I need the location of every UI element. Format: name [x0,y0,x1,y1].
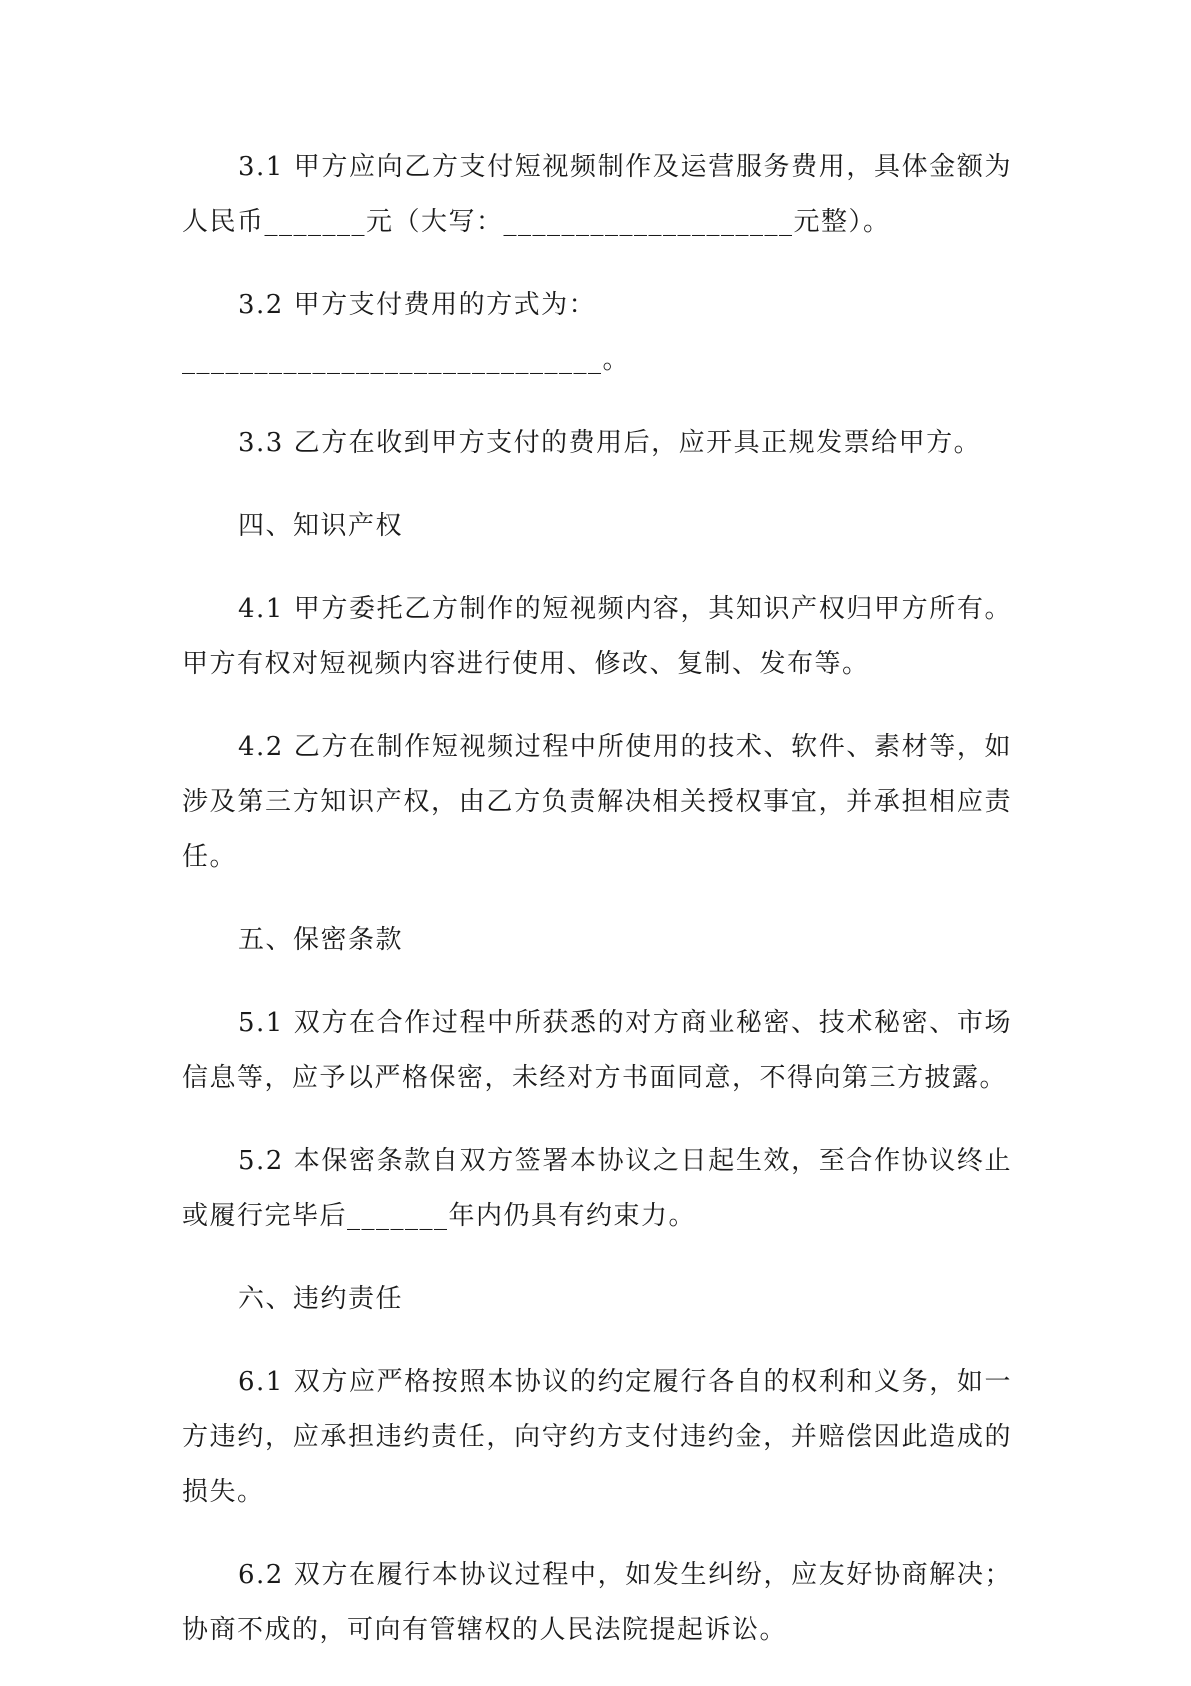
section-6-heading: 六、违约责任 [238,1284,404,1314]
payment-method-line [182,333,1012,388]
clause-3-1-text-a: 3.1 甲方应向乙方支付短视频制作及运营服务费用，具体金额为人民币 [182,152,1012,237]
clause-3-3: 3.3 乙方在收到甲方支付的费用后，应开具正规发票给甲方。 [238,428,982,458]
clause-4-1: 4.1 甲方委托乙方制作的短视频内容，其知识产权归甲方所有。甲方有权对短视频内容进行使用、修改、复制、发布等。 [182,594,1012,679]
clause-5-2 [182,1134,1012,1244]
years-blank: _______ [347,1201,449,1231]
amount-blank: _______ [264,207,367,237]
clause-3-1-text-c: 元整）。 [793,207,891,237]
clause-5-2-text-b: 年内仍具有约束力。 [448,1201,697,1231]
clause-3-1 [182,140,1012,250]
payment-method-blank: _____________________________ [182,345,603,375]
clause-3-1-text-b: 元（大写： [366,207,504,237]
amount-in-words-blank: ____________________ [503,207,794,237]
clause-3-2-text: 3.2 甲方支付费用的方式为： [238,290,597,320]
clause-6-2: 6.2 双方在履行本协议过程中，如发生纠纷，应友好协商解决；协商不成的，可向有管辖权的人民法院提起诉讼。 [182,1560,1012,1645]
clause-5-1: 5.1 双方在合作过程中所获悉的对方商业秘密、技术秘密、市场信息等，应予以严格保密，未经对方书面同意，不得向第三方披露。 [182,1008,1012,1093]
document-body [182,140,1012,1686]
clause-3-2-end: 。 [602,345,631,375]
clause-4-2: 4.2 乙方在制作短视频过程中所使用的技术、软件、素材等，如涉及第三方知识产权，由乙方负责解决相关授权事宜，并承担相应责任。 [182,732,1012,872]
clause-6-1: 6.1 双方应严格按照本协议的约定履行各自的权利和义务，如一方违约，应承担违约责任，向守约方支付违约金，并赔偿因此造成的损失。 [182,1367,1012,1507]
clause-5-2-text-a: 5.2 本保密条款自双方签署本协议之日起生效，至合作协议终止或履行完毕后 [182,1146,1012,1231]
section-5-heading: 五、保密条款 [238,925,404,955]
clause-3-2 [182,278,1012,388]
section-4-heading: 四、知识产权 [238,511,404,541]
